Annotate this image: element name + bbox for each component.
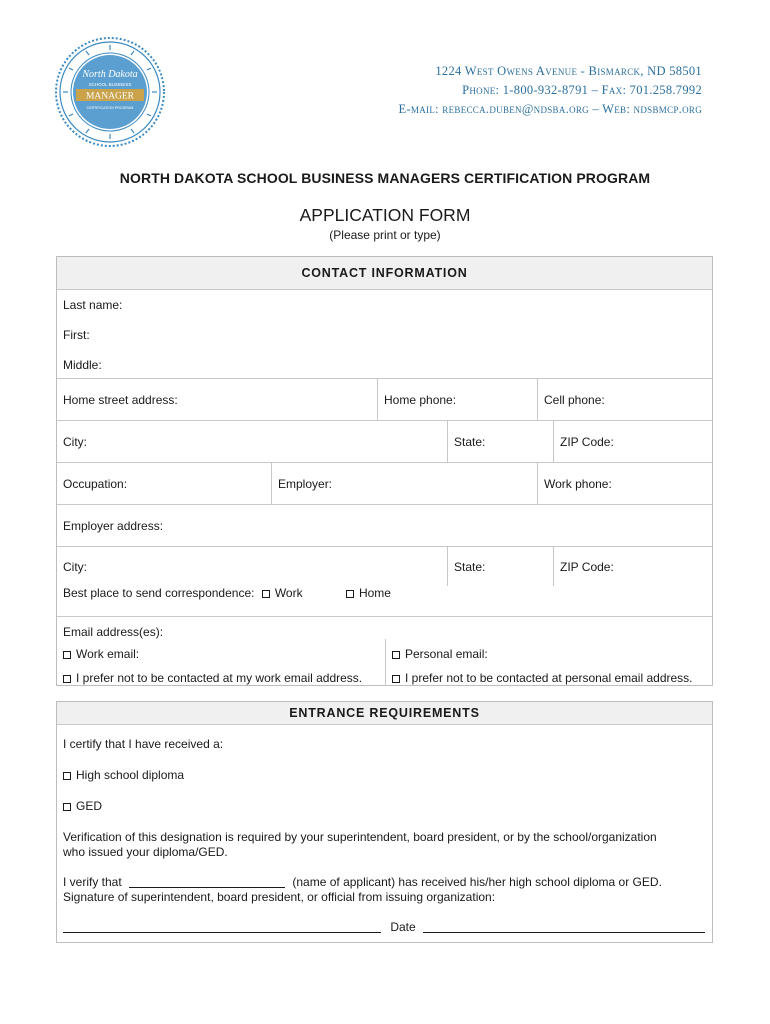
email-addresses-label: Email address(es): [63,625,164,639]
entrance-body [57,725,712,943]
signature-date-row [63,920,705,934]
date-label: Date [390,920,416,934]
checkbox-icon[interactable] [392,651,400,659]
employer-zip-field[interactable]: ZIP Code: [553,547,714,586]
entrance-section-heading: ENTRANCE REQUIREMENTS [57,702,712,725]
form-subtitle: (Please print or type) [329,228,441,242]
correspondence-row [57,586,712,616]
checkbox-icon[interactable] [346,590,354,598]
home-street-address-field[interactable]: Home street address: [63,392,178,407]
work-phone-field[interactable]: Work phone: [537,463,714,504]
last-name-field[interactable]: Last name: [63,298,123,312]
checkbox-icon[interactable] [63,651,71,659]
program-title: NORTH DAKOTA SCHOOL BUSINESS MANAGERS CERTIFICATION PROGRAM [119,170,651,186]
home-phone-field[interactable]: Home phone: [377,379,537,420]
email-divider [385,639,386,686]
correspondence-work-option[interactable]: Work [262,586,303,600]
correspondence-home-option[interactable]: Home [346,586,391,600]
seal-line4: CERTIFICATION PROGRAM [86,106,134,110]
checkbox-icon[interactable] [63,803,71,811]
seal-line2: SCHOOL BUSINESS [88,82,132,87]
employer-city-row [57,546,712,586]
signature-instruction: Signature of superintendent, board president, or official from issuing organization: [63,890,496,904]
middle-name-field[interactable]: Middle: [63,358,102,372]
no-work-email-option[interactable]: I prefer not to be contacted at my work email address. [63,671,362,685]
home-address-row [57,378,712,420]
home-state-field[interactable]: State: [447,421,553,462]
seal-graphic [54,36,166,148]
program-seal-logo [54,36,166,148]
occupation-field[interactable]: Occupation: [63,476,128,491]
employment-row [57,462,712,504]
header-address: 1224 West Owens Avenue - Bismarck, ND 58501 [435,64,702,78]
verify-statement: I verify that (name of applicant) has received his/her high school diploma or GED. [63,875,662,889]
employer-address-field[interactable]: Employer address: [63,518,164,533]
contact-section-heading: CONTACT INFORMATION [57,257,712,290]
checkbox-icon[interactable] [63,675,71,683]
home-zip-field[interactable]: ZIP Code: [553,421,714,462]
entrance-requirements-section [56,701,713,943]
employer-state-field[interactable]: State: [447,547,553,586]
no-personal-email-option[interactable]: I prefer not to be contacted at personal email address. [392,671,693,685]
applicant-name-line[interactable] [129,887,285,888]
name-block [57,290,712,378]
header-email-web: E-mail: rebecca.duben@ndsba.org – Web: ndsbmcp.org [398,102,702,116]
cell-phone-field[interactable]: Cell phone: [537,379,714,420]
employer-city-field[interactable]: City: [63,559,87,574]
employer-address-row [57,504,712,546]
signature-line[interactable] [63,932,381,933]
employer-field[interactable]: Employer: [271,463,537,504]
first-name-field[interactable]: First: [63,328,90,342]
verification-text: Verification of this designation is required by your superintendent, board president, or by the school/organization who issued your diploma/GED. [63,830,657,859]
certify-text: I certify that I have received a: [63,737,224,751]
contact-information-section [56,256,713,686]
checkbox-icon[interactable] [262,590,270,598]
personal-email-option[interactable]: Personal email: [392,647,488,661]
date-line[interactable] [423,932,705,933]
ged-option[interactable]: GED [63,799,102,813]
correspondence-label: Best place to send correspondence: [63,586,255,600]
work-email-option[interactable]: Work email: [63,647,139,661]
seal-line1: North Dakota [82,69,138,80]
seal-line3: MANAGER [85,91,135,102]
checkbox-icon[interactable] [63,772,71,780]
header-contact-block [399,62,702,119]
email-block [57,616,712,686]
header-phone-fax: Phone: 1-800-932-8791 – Fax: 701.258.7992 [462,83,702,97]
diploma-option[interactable]: High school diploma [63,768,184,782]
form-title: APPLICATION FORM [299,205,471,225]
checkbox-icon[interactable] [392,675,400,683]
home-city-field[interactable]: City: [63,434,87,449]
home-city-row [57,420,712,462]
